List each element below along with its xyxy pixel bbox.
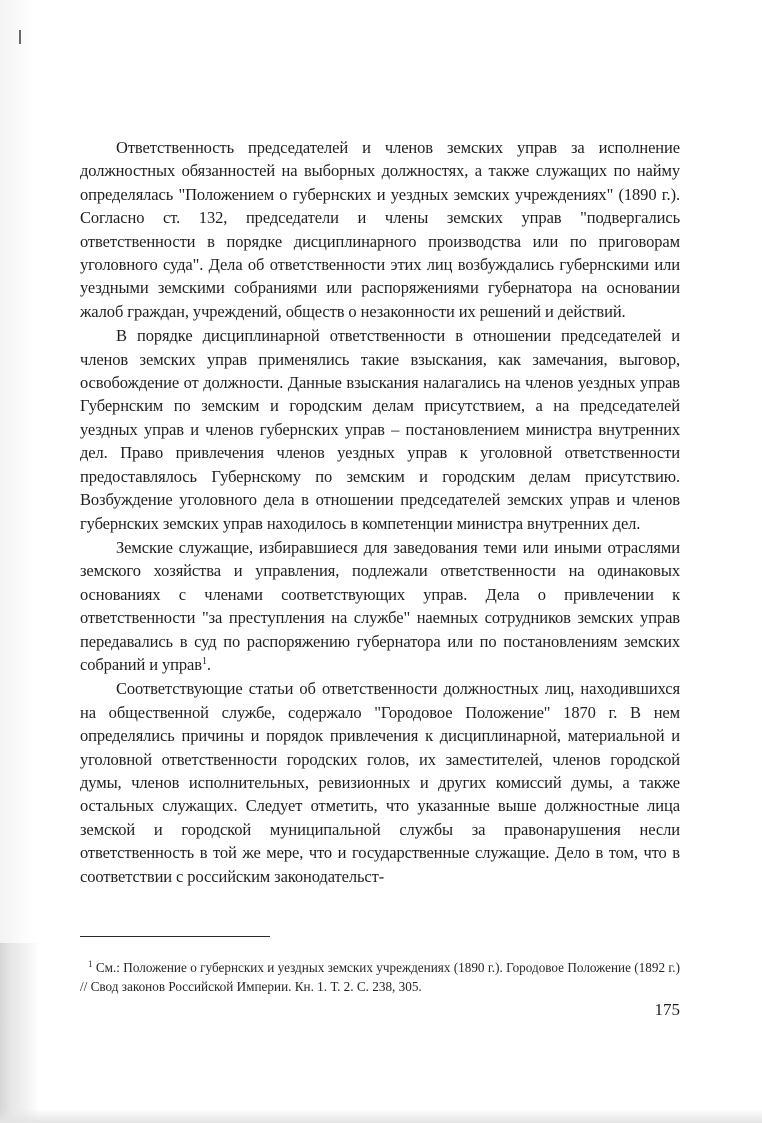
footnote-text: См.: Положение о губернских и уездных земских учреждениях (1890 г.). Городовое Положение (1892 г.) // Свод законов Российской Империи. Кн. 1. Т. 2. С. 238, 305. — [80, 960, 680, 994]
paragraph-1: Ответственность председателей и членов земских управ за исполнение должностных обязанностей на выборных должностях, а также служащих по найму определялась "Положением о губернских и уездных земских учреждениях" (1890 г.). Согласно ст. 132, председатели и члены земских управ "подвергались ответственности в порядке дисциплинарного производства или по приговорам уголовного суда". Дела об ответственности этих лиц возбуждались губернскими или уездными земскими собраниями или распоряжениями губернатора на основании жалоб граждан, учреждений, обществ о незаконности их решений и действий. — [80, 138, 680, 321]
scan-artifact-mark — [19, 30, 21, 44]
footnote-separator — [80, 936, 270, 937]
scan-bottom-edge — [0, 1109, 762, 1123]
page-body — [80, 136, 680, 888]
footnote — [80, 958, 680, 996]
paragraph-3: Земские служащие, избиравшиеся для заведования теми или иными отраслями земского хозяйства и управления, подлежали ответственности на одинаковых основаниях с членами соответствующих управ. Дела о привлечении к ответственности "за преступления на службе" наемных сотрудников земских управ передавались в суд по распоряжению губернатора или по постановлениям земских собраний и управ$^1$. — [80, 537, 680, 674]
paragraph-2: В порядке дисциплинарной ответственности в отношении председателей и членов земских управ применялись такие взыскания, как замечания, выговор, освобождение от должности. Данные взыскания налагались на членов уездных управ Губернским по земским и городским делам присутствием, а на председателей уездных управ и членов губернских управ – постановлением министра внутренних дел. Право привлечения членов уездных управ к уголовной ответственности предоставлялось Губернскому по земским и городским делам присутствию. Возбуждение уголовного дела в отношении председателей земских управ и членов губернских земских управ находилось в компетенции министра внутренних дел. — [80, 326, 680, 533]
scan-bottom-left-shadow — [0, 943, 40, 1123]
footnote-marker: 1 — [88, 959, 93, 969]
paragraph-3-text: Земские служащие, избиравшиеся для заведования теми или иными отраслями земского хозяйства и управления, подлежали ответственности на одинаковых основаниях с членами соответствующих управ. Дела о привлечении к ответственности "за преступления на службе" наемных сотрудников земских управ передавались в суд по распоряжению губернатора или по постановлениям земских собраний и управ — [80, 537, 680, 674]
paragraph-4: Соответствующие статьи об ответственности должностных лиц, находившихся на общественной службе, содержало "Городовое Положение" 1870 г. В нем определялись причины и порядок привлечения к дисциплинарной, материальной и уголовной ответственности городских голов, их заместителей, членов городской думы, членов исполнительных, ревизионных и других комиссий думы, а также остальных служащих. Следует отметить, что указанные выше должностные лица земской и городской муниципальной службы за правонарушения несли ответственность в той же мере, что и государственные служащие. Дело в том, что в соответствии с российским законодательст- — [80, 679, 680, 886]
footnote-reference[interactable]: 1 — [201, 655, 207, 667]
page-number: 175 — [654, 1000, 680, 1019]
